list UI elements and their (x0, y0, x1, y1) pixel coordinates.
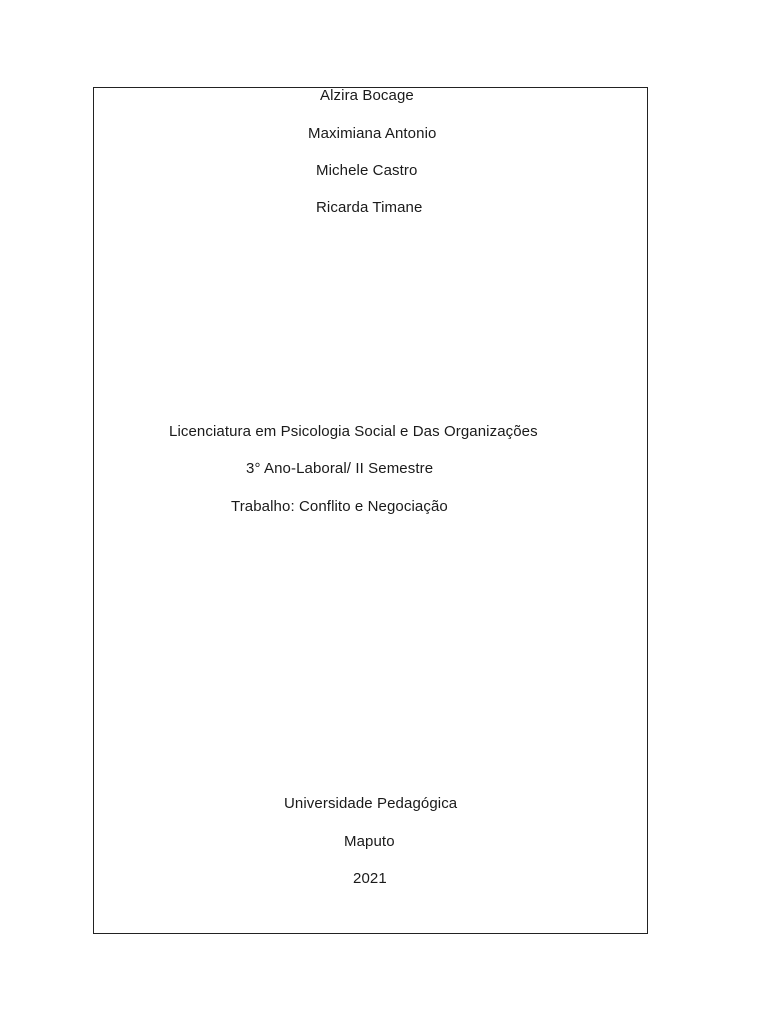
author-name: Alzira Bocage (320, 87, 414, 104)
course-name: Licenciatura em Psicologia Social e Das Organizações (169, 423, 538, 440)
author-name: Ricarda Timane (316, 199, 423, 216)
work-title: Trabalho: Conflito e Negociação (231, 498, 448, 515)
year-semester: 3° Ano-Laboral/ II Semestre (246, 460, 434, 477)
year-label: 2021 (353, 870, 387, 887)
author-name: Michele Castro (316, 162, 418, 179)
city-name: Maputo (344, 833, 395, 850)
institution-name: Universidade Pedagógica (284, 795, 458, 812)
author-name: Maximiana Antonio (308, 125, 437, 142)
